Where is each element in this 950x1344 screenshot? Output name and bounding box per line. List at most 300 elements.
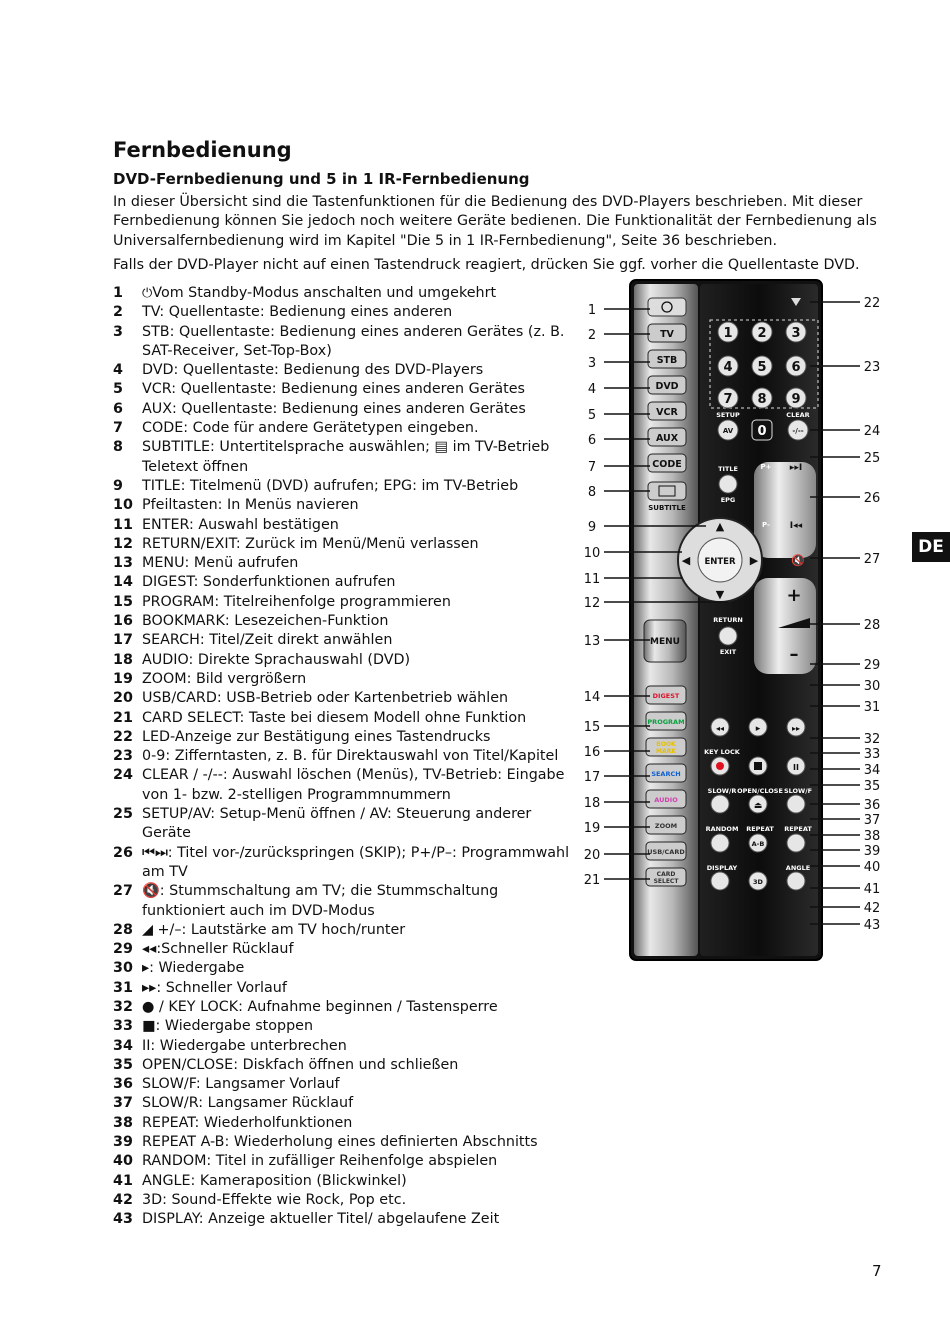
- item-text: [142, 1094, 583, 1113]
- item-text: [142, 1210, 583, 1229]
- item-description: Vom Standby-Modus anschalten und umgekehrt: [152, 285, 497, 301]
- list-item: [113, 766, 583, 805]
- item-description: SEARCH: Titel/Zeit direkt anwählen: [142, 632, 393, 649]
- pause-icon: II: [793, 763, 799, 772]
- callout-number: 23: [863, 360, 881, 375]
- item-number: 21: [113, 709, 133, 726]
- callout-number: 24: [863, 424, 881, 439]
- callout-number: 41: [863, 882, 881, 897]
- item-number: 41: [113, 1172, 133, 1189]
- callout-number: 14: [583, 690, 601, 705]
- item-text: [142, 303, 583, 322]
- function-button-label: DIGEST: [652, 692, 680, 700]
- list-item: [113, 400, 583, 419]
- page-number: 7: [872, 1262, 882, 1280]
- digit-label: 3: [791, 326, 801, 341]
- arrow-up-icon: ▲: [715, 520, 725, 533]
- list-item: [113, 747, 583, 766]
- callout-number: 1: [587, 303, 597, 318]
- list-item: [113, 438, 583, 477]
- list-item: [113, 303, 583, 322]
- item-description: STB: Quellentaste: Bedienung eines anderen Gerätes (z. B. SAT-Receiver, Set-Top-Box): [142, 323, 565, 359]
- item-text: [142, 573, 583, 592]
- item-number: 6: [113, 400, 123, 417]
- list-item: [113, 1075, 583, 1094]
- item-number: 26: [113, 844, 133, 861]
- callout-number: 11: [583, 572, 601, 587]
- callout-number: 21: [583, 873, 601, 888]
- list-item: [113, 361, 583, 380]
- item-description: CLEAR / -/--: Auswahl löschen (Menüs), TV-Betrieb: Eingabe von 1- bzw. 2-stelligen Programmnummern: [142, 767, 565, 803]
- item-number: 23: [113, 748, 133, 765]
- item-text: [142, 554, 583, 573]
- item-description: ANGLE: Kameraposition (Blickwinkel): [142, 1172, 407, 1189]
- list-item: [113, 284, 583, 303]
- slow-r-label: SLOW/R: [707, 787, 737, 795]
- item-description: 0-9: Zifferntasten, z. B. für Direktauswahl von Titel/Kapitel: [142, 748, 559, 765]
- callout-number: 25: [863, 451, 881, 466]
- repeat-ab-label: REPEAT: [784, 825, 812, 833]
- item-description: LED-Anzeige zur Bestätigung eines Tastendrucks: [142, 728, 491, 745]
- list-item: [113, 1094, 583, 1113]
- callout-number: 29: [863, 658, 881, 673]
- return-label: RETURN: [713, 616, 743, 624]
- item-text: [142, 728, 583, 747]
- slow-f-label: SLOW/F: [783, 787, 813, 795]
- item-number: 8: [113, 439, 123, 456]
- item-number: 3: [113, 323, 123, 340]
- item-number: 40: [113, 1153, 133, 1170]
- item-description: SUBTITLE: Untertitelsprache auswählen; ▤ im TV-Betrieb Teletext öffnen: [142, 439, 550, 475]
- epg-label: EPG: [720, 496, 736, 504]
- item-description: SLOW/R: Langsamer Rücklauf: [142, 1095, 354, 1112]
- callout-number: 38: [863, 829, 881, 844]
- item-number: 7: [113, 420, 123, 437]
- item-number: 18: [113, 651, 133, 668]
- item-text: [142, 284, 583, 303]
- item-description: ZOOM: Bild vergrößern: [142, 670, 307, 687]
- item-number: 31: [113, 979, 133, 996]
- list-item: [113, 1037, 583, 1056]
- angle-label: ANGLE: [785, 864, 811, 872]
- function-button-label: MARK: [656, 748, 676, 755]
- exit-label: EXIT: [719, 648, 737, 656]
- list-item: [113, 979, 583, 998]
- power-icon: ⏻: [142, 286, 153, 301]
- list-item: [113, 882, 583, 921]
- source-button-label: STB: [656, 355, 678, 366]
- item-number: 33: [113, 1018, 133, 1035]
- p-minus-label: P-: [762, 521, 770, 529]
- arrow-right-icon: ▶: [749, 554, 759, 567]
- item-text: [142, 670, 583, 689]
- list-item: [113, 477, 583, 496]
- list-item: [113, 380, 583, 399]
- item-number: 43: [113, 1211, 133, 1228]
- item-number: 11: [113, 516, 133, 533]
- function-button-label: AUDIO: [654, 796, 678, 804]
- item-number: 19: [113, 670, 133, 687]
- source-button-label: AUX: [655, 433, 679, 444]
- list-item: [113, 651, 583, 670]
- item-number: 16: [113, 613, 133, 630]
- remote-control-illustration: [578, 276, 888, 966]
- callout-number: 17: [583, 770, 601, 785]
- item-text: [142, 1056, 583, 1075]
- item-text: [142, 631, 583, 650]
- volume-minus-label: –: [789, 644, 799, 665]
- item-number: 5: [113, 381, 123, 398]
- random-button: [711, 834, 729, 852]
- slow-f-button: [787, 795, 805, 813]
- callout-number: 3: [587, 356, 597, 371]
- item-text: [142, 516, 583, 535]
- item-text: [142, 747, 583, 766]
- item-number: 27: [113, 883, 133, 900]
- function-button-label: SEARCH: [651, 770, 681, 778]
- item-number: 30: [113, 960, 133, 977]
- callout-number: 18: [583, 796, 601, 811]
- function-button-label: ZOOM: [654, 822, 678, 830]
- list-item: [113, 1017, 583, 1036]
- list-item: [113, 1133, 583, 1152]
- item-number: 37: [113, 1095, 133, 1112]
- callout-number: 19: [583, 821, 601, 836]
- item-number: 28: [113, 921, 133, 938]
- item-description: OPEN/CLOSE: Diskfach öffnen und schließen: [142, 1056, 459, 1073]
- digit-label: 6: [791, 360, 801, 375]
- item-text: [142, 959, 583, 978]
- callout-number: 40: [863, 860, 881, 875]
- item-number: 32: [113, 998, 133, 1015]
- callout-number: 15: [583, 720, 601, 735]
- list-item: [113, 593, 583, 612]
- item-description: MENU: Menü aufrufen: [142, 555, 299, 572]
- source-button-label: TV: [660, 329, 674, 340]
- item-description: ⏮⏭: Titel vor-/zurückspringen (SKIP); P+/P–: Programmwahl am TV: [142, 844, 570, 880]
- item-description: TITLE: Titelmenü (DVD) aufrufen; EPG: im TV-Betrieb: [142, 477, 519, 494]
- item-text: [142, 882, 583, 921]
- function-button-label: SELECT: [653, 878, 679, 885]
- item-text: [142, 651, 583, 670]
- item-number: 9: [113, 477, 123, 494]
- enter-label: ENTER: [704, 557, 736, 567]
- item-number: 1: [113, 285, 123, 301]
- rewind-icon: ◂◂: [715, 724, 725, 733]
- list-item: [113, 496, 583, 515]
- list-item: [113, 709, 583, 728]
- p-plus-label: P+: [760, 463, 772, 471]
- eject-icon: ⏏: [753, 801, 763, 811]
- callout-number: 42: [863, 901, 881, 916]
- item-number: 17: [113, 632, 133, 649]
- callout-number: 36: [863, 798, 881, 813]
- item-text: [142, 477, 583, 496]
- item-text: [142, 979, 583, 998]
- callout-number: 22: [863, 296, 881, 311]
- callout-number: 43: [863, 918, 881, 933]
- item-description: CARD SELECT: Taste bei diesem Modell ohne Funktion: [142, 709, 527, 726]
- function-button-label: PROGRAM: [647, 718, 685, 726]
- skip-next-icon: ▸▸I: [789, 463, 803, 473]
- item-number: 13: [113, 555, 133, 572]
- display-button: [711, 872, 729, 890]
- item-text: [142, 1191, 583, 1210]
- list-item: [113, 959, 583, 978]
- item-text: [142, 496, 583, 515]
- digit-label: 9: [791, 392, 801, 407]
- item-text: [142, 593, 583, 612]
- list-item: [113, 612, 583, 631]
- list-item: [113, 844, 583, 883]
- item-description: TV: Quellentaste: Bedienung eines anderen: [142, 304, 453, 321]
- list-item: [113, 516, 583, 535]
- item-number: 24: [113, 767, 133, 784]
- item-text: [142, 612, 583, 631]
- item-number: 42: [113, 1191, 133, 1208]
- list-item: [113, 998, 583, 1017]
- digit-label: 2: [757, 326, 767, 341]
- item-number: 15: [113, 593, 133, 610]
- return-button: [719, 627, 737, 645]
- list-item: [113, 670, 583, 689]
- source-button-label: VCR: [656, 407, 678, 418]
- list-item: [113, 805, 583, 844]
- list-item: [113, 1210, 583, 1229]
- callout-number: 35: [863, 779, 881, 794]
- subtitle-button: [648, 482, 686, 500]
- list-item: [113, 419, 583, 438]
- item-number: 22: [113, 728, 133, 745]
- intro-paragraph-1: In dieser Übersicht sind die Tastenfunktionen für die Bedienung des DVD-Players beschrieben. Mit dieser Fernbedienung können Sie jedoch noch weitere Geräte bedienen. Die Funktionalität der Fernbedienung als Universalfernbedienung wird im Kapitel "Die 5 in 1 IR-Fernbedienung", Seite 36 beschrieben.: [113, 194, 877, 249]
- callout-number: 4: [587, 382, 597, 397]
- item-description: ◢ +/–: Lautstärke am TV hoch/runter: [142, 921, 406, 938]
- callout-number: 26: [863, 491, 881, 506]
- list-item: [113, 1172, 583, 1191]
- item-description: DISPLAY: Anzeige aktueller Titel/ abgelaufene Zeit: [142, 1211, 500, 1228]
- menu-label: MENU: [650, 637, 680, 647]
- function-button-label: BOOK: [656, 741, 676, 748]
- item-description: USB/CARD: USB-Betrieb oder Kartenbetrieb wählen: [142, 690, 509, 707]
- callout-number: 10: [583, 546, 601, 561]
- item-description: II: Wiedergabe unterbrechen: [142, 1037, 347, 1054]
- arrow-down-icon: ▼: [715, 588, 725, 601]
- digit-label: 1: [723, 326, 733, 341]
- item-text: [142, 940, 583, 959]
- list-item: [113, 689, 583, 708]
- item-number: 20: [113, 690, 133, 707]
- list-item: [113, 573, 583, 592]
- callout-number: 30: [863, 679, 881, 694]
- repeat-ab-button: [787, 834, 805, 852]
- callout-number: 7: [587, 460, 597, 475]
- record-icon: [716, 762, 724, 770]
- item-description: AUDIO: Direkte Sprachauswahl (DVD): [142, 651, 411, 668]
- item-number: 36: [113, 1076, 133, 1093]
- play-icon: ▸: [755, 724, 761, 734]
- item-description: 3D: Sound-Effekte wie Rock, Pop etc.: [142, 1191, 407, 1208]
- digit-label: 4: [723, 360, 733, 375]
- item-description: DIGEST: Sonderfunktionen aufrufen: [142, 574, 396, 591]
- callout-number: 16: [583, 745, 601, 760]
- item-description: 🔇: Stummschaltung am TV; die Stummschaltung funktioniert auch im DVD-Modus: [142, 883, 499, 919]
- callout-number: 20: [583, 848, 601, 863]
- item-text: [142, 419, 583, 438]
- title-button: [719, 475, 737, 493]
- callout-number: 39: [863, 844, 881, 859]
- list-item: [113, 1114, 583, 1133]
- item-description: PROGRAM: Titelreihenfolge programmieren: [142, 593, 451, 610]
- source-button-label: CODE: [652, 459, 682, 470]
- intro-text: [113, 193, 883, 281]
- repeat-label: REPEAT: [746, 825, 774, 833]
- fast-forward-icon: ▸▸: [791, 724, 801, 733]
- item-description: CODE: Code für andere Gerätetypen eingeben.: [142, 420, 479, 437]
- list-item: [113, 1152, 583, 1171]
- callout-number: 9: [587, 520, 597, 535]
- item-number: 10: [113, 497, 133, 514]
- skip-prev-icon: I◂◂: [789, 521, 803, 531]
- item-text: [142, 766, 583, 805]
- item-text: [142, 1114, 583, 1133]
- callout-number: 34: [863, 763, 881, 778]
- callout-number: 33: [863, 747, 881, 762]
- item-number: 4: [113, 362, 123, 379]
- callout-number: 5: [587, 408, 597, 423]
- item-description: ▸: Wiedergabe: [142, 960, 245, 977]
- item-text: [142, 1152, 583, 1171]
- dash-label: -/--: [792, 427, 804, 435]
- item-text: [142, 1037, 583, 1056]
- item-description: ● / KEY LOCK: Aufnahme beginnen / Tastensperre: [142, 998, 498, 1015]
- item-description: Pfeiltasten: In Menüs navieren: [142, 497, 359, 514]
- av-label: AV: [722, 427, 734, 435]
- item-description: VCR: Quellentaste: Bedienung eines anderen Gerätes: [142, 381, 525, 398]
- language-tab: DE: [912, 532, 950, 562]
- item-text: [142, 844, 583, 883]
- ab-label: A-B: [751, 840, 765, 848]
- item-text: [142, 1075, 583, 1094]
- item-number: 14: [113, 574, 133, 591]
- callout-number: 27: [863, 552, 881, 567]
- subtitle-label: SUBTITLE: [648, 504, 686, 512]
- item-description: ENTER: Auswahl bestätigen: [142, 516, 339, 533]
- item-text: [142, 709, 583, 728]
- item-text: [142, 921, 583, 940]
- item-number: 25: [113, 806, 133, 823]
- callout-number: 31: [863, 700, 881, 715]
- item-text: [142, 689, 583, 708]
- list-item: [113, 323, 583, 362]
- item-number: 29: [113, 941, 133, 958]
- section-title: DVD-Fernbedienung und 5 in 1 IR-Fernbedienung: [113, 170, 530, 188]
- list-item: [113, 535, 583, 554]
- item-description: RANDOM: Titel in zufälliger Reihenfolge abspielen: [142, 1153, 498, 1170]
- digit-label: 8: [757, 392, 767, 407]
- setup-label: SETUP: [716, 411, 740, 419]
- callout-number: 28: [863, 618, 881, 633]
- item-description: BOOKMARK: Lesezeichen-Funktion: [142, 613, 389, 630]
- key-lock-label: KEY LOCK: [704, 748, 740, 756]
- callout-number: 37: [863, 813, 881, 828]
- item-description: SETUP/AV: Setup-Menü öffnen / AV: Steuerung anderer Geräte: [142, 806, 532, 842]
- item-number: 2: [113, 304, 123, 321]
- list-item: [113, 728, 583, 747]
- open-close-label: OPEN/CLOSE: [737, 787, 783, 795]
- list-item: [113, 1056, 583, 1075]
- item-description: REPEAT A-B: Wiederholung eines definierten Abschnitts: [142, 1134, 538, 1151]
- item-number: 38: [113, 1114, 133, 1131]
- item-number: 34: [113, 1037, 133, 1054]
- digit-label: 7: [723, 392, 733, 407]
- item-number: 12: [113, 535, 133, 552]
- list-item: [113, 1191, 583, 1210]
- item-text: [142, 1172, 583, 1191]
- intro-paragraph-2: Falls der DVD-Player nicht auf einen Tastendruck reagiert, drücken Sie ggf. vorher die Quellentaste DVD.: [113, 257, 860, 274]
- item-text: [142, 438, 583, 477]
- callout-number: 12: [583, 596, 601, 611]
- mute-icon: 🔇: [791, 554, 805, 567]
- item-text: [142, 1017, 583, 1036]
- arrow-left-icon: ◀: [681, 554, 691, 567]
- volume-plus-label: +: [786, 585, 802, 606]
- callout-number: 32: [863, 732, 881, 747]
- item-text: [142, 380, 583, 399]
- source-button-label: DVD: [655, 381, 679, 392]
- callout-number: 13: [583, 634, 601, 649]
- item-text: [142, 1133, 583, 1152]
- item-text: [142, 400, 583, 419]
- item-description: ■: Wiedergabe stoppen: [142, 1018, 314, 1035]
- slow-r-button: [711, 795, 729, 813]
- item-description: ◂◂:Schneller Rücklauf: [142, 941, 294, 958]
- item-number: 35: [113, 1056, 133, 1073]
- power-button: [648, 298, 686, 316]
- display-label: DISPLAY: [706, 864, 738, 872]
- random-label: RANDOM: [705, 825, 739, 833]
- function-button-label: CARD: [656, 871, 676, 878]
- title-label: TITLE: [718, 465, 738, 473]
- item-text: [142, 361, 583, 380]
- digit-label: 0: [757, 424, 767, 439]
- angle-button: [787, 872, 805, 890]
- item-text: [142, 998, 583, 1017]
- list-item: [113, 921, 583, 940]
- item-text: [142, 805, 583, 844]
- digit-label: 5: [757, 360, 767, 375]
- list-item: [113, 631, 583, 650]
- list-item: [113, 940, 583, 959]
- callout-number: 8: [587, 485, 597, 500]
- callout-number: 2: [587, 328, 597, 343]
- item-description: SLOW/F: Langsamer Vorlauf: [142, 1076, 340, 1093]
- list-item: [113, 554, 583, 573]
- item-description: RETURN/EXIT: Zurück im Menü/Menü verlassen: [142, 535, 479, 552]
- item-description: REPEAT: Wiederholfunktionen: [142, 1114, 353, 1131]
- callout-number: 6: [587, 433, 597, 448]
- item-number: 39: [113, 1134, 133, 1151]
- stop-icon: [754, 762, 762, 770]
- function-button-label: USB/CARD: [647, 848, 685, 856]
- clear-label: CLEAR: [786, 411, 810, 419]
- 3d-label: 3D: [753, 878, 763, 886]
- page-title: Fernbedienung: [113, 138, 292, 162]
- item-description: DVD: Quellentaste: Bedienung des DVD-Players: [142, 362, 484, 379]
- item-description: AUX: Quellentaste: Bedienung eines anderen Gerätes: [142, 400, 526, 417]
- item-description: ▸▸: Schneller Vorlauf: [142, 979, 287, 996]
- item-text: [142, 323, 583, 362]
- button-function-list: [113, 284, 583, 1230]
